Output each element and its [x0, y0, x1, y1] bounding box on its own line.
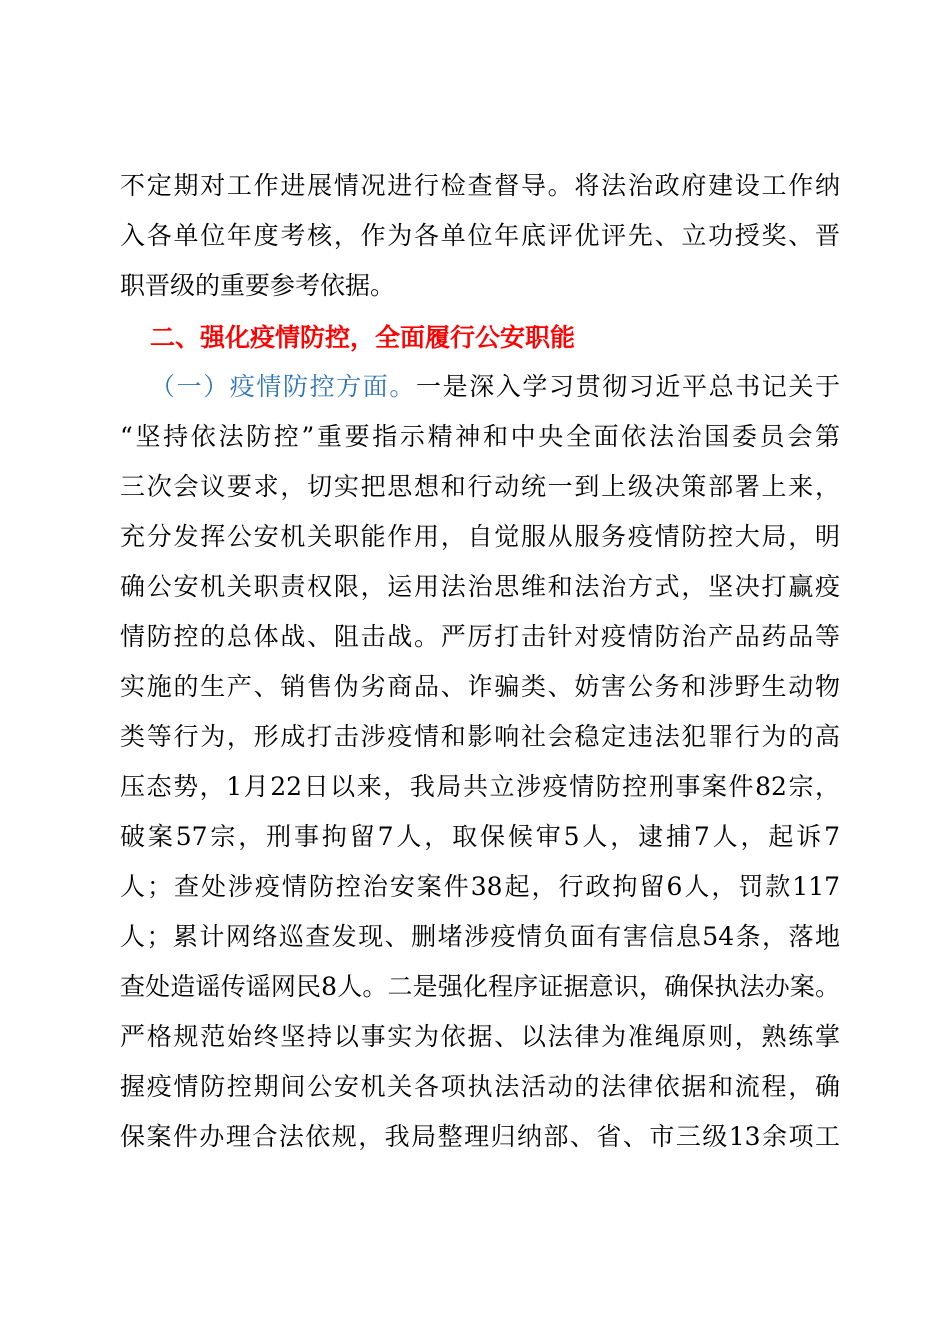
paragraph-line: 握疫情防控期间公安机关各项执法活动的法律依据和流程，确 [120, 1072, 840, 1101]
paragraph-line: 确公安机关职责权限，运用法治思维和法治方式，坚决打赢疫 [120, 572, 840, 601]
paragraph-line: 三次会议要求，切实把思想和行动统一到上级决策部署上来， [120, 472, 840, 501]
paragraph-line: 严格规范始终坚持以事实为依据、以法律为准绳原则，熟练掌 [120, 1022, 840, 1051]
paragraph-line: 实施的生产、销售伪劣商品、诈骗类、妨害公务和涉野生动物 [120, 672, 840, 701]
paragraph-line: 情防控的总体战、阻击战。严厉打击针对疫情防治产品药品等 [120, 622, 840, 651]
paragraph-line: 查处造谣传谣网民8人。二是强化程序证据意识，确保执法办案。 [120, 972, 840, 1001]
paragraph-line: 类等行为，形成打击涉疫情和影响社会稳定违法犯罪行为的高 [120, 722, 840, 751]
subsection-text: 一是深入学习贯彻习近平总书记关于 [416, 372, 840, 401]
paragraph-line: 人；累计网络巡查发现、删堵涉疫情负面有害信息54条，落地 [120, 922, 840, 951]
subsection-first-line [150, 367, 840, 407]
paragraph-line: 破案57宗，刑事拘留7人，取保候审5人，逮捕7人，起诉7 [120, 822, 840, 851]
paragraph-line: 压态势，1月22日以来，我局共立涉疫情防控刑事案件82宗， [120, 772, 840, 801]
paragraph-line: 职晋级的重要参考依据。 [120, 271, 396, 300]
paragraph-line: 不定期对工作进展情况进行检查督导。将法治政府建设工作纳 [120, 171, 840, 200]
subsection-title: （一）疫情防控方面。 [150, 372, 416, 401]
paragraph-line: 入各单位年度考核，作为各单位年底评优评先、立功授奖、晋 [120, 221, 840, 250]
paragraph-line: 充分发挥公安机关职能作用，自觉服从服务疫情防控大局，明 [120, 522, 840, 551]
section-heading: 二、强化疫情防控，全面履行公安职能 [150, 323, 576, 352]
paragraph-line: “坚持依法防控”重要指示精神和中央全面依法治国委员会第 [120, 422, 840, 451]
paragraph-line: 人；查处涉疫情防控治安案件38起，行政拘留6人，罚款117 [120, 872, 840, 901]
paragraph-line: 保案件办理合法依规，我局整理归纳部、省、市三级13余项工 [120, 1122, 840, 1151]
